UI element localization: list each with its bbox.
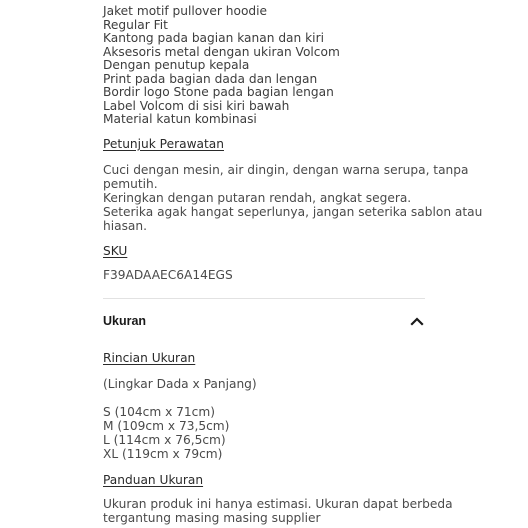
size-details-heading: Rincian Ukuran <box>103 351 196 365</box>
size-guide-line: tergantung masing masing supplier <box>103 511 321 525</box>
care-line: pemutih. <box>103 177 158 191</box>
care-line: Keringkan dengan putaran rendah, angkat segera. <box>103 191 412 205</box>
measure-note: (Lingkar Dada x Panjang) <box>103 377 257 391</box>
care-line: Cuci dengan mesin, air dingin, dengan warna serupa, tanpa <box>103 163 469 177</box>
size-row: XL (119cm x 79cm) <box>103 447 223 461</box>
size-row: M (109cm x 73,5cm) <box>103 419 230 433</box>
sku-value: F39ADAAEC6A14EGS <box>103 268 233 282</box>
size-row: S (104cm x 71cm) <box>103 405 215 419</box>
care-line: hiasan. <box>103 219 147 233</box>
sku-heading: SKU <box>103 244 128 258</box>
feature-item: Dengan penutup kepala <box>103 58 250 72</box>
feature-item: Print pada bagian dada dan lengan <box>103 72 318 86</box>
chevron-up-icon[interactable] <box>410 314 424 328</box>
feature-item: Aksesoris metal dengan ukiran Volcom <box>103 45 340 59</box>
section-divider <box>103 298 425 299</box>
size-section-title: Ukuran <box>103 314 147 328</box>
feature-item: Kantong pada bagian kanan dan kiri <box>103 31 324 45</box>
size-guide-line: Ukuran produk ini hanya estimasi. Ukuran dapat berbeda <box>103 497 453 511</box>
feature-item: Label Volcom di sisi kiri bawah <box>103 99 290 113</box>
size-guide-heading: Panduan Ukuran <box>103 473 204 487</box>
feature-item: Jaket motif pullover hoodie <box>103 4 268 18</box>
size-accordion-toggle[interactable] <box>103 311 425 331</box>
size-row: L (114cm x 76,5cm) <box>103 433 226 447</box>
feature-item: Material katun kombinasi <box>103 112 257 126</box>
feature-item: Bordir logo Stone pada bagian lengan <box>103 85 334 99</box>
care-line: Seterika agak hangat seperlunya, jangan seterika sablon atau <box>103 205 483 219</box>
feature-item: Regular Fit <box>103 18 168 32</box>
care-instructions-heading: Petunjuk Perawatan <box>103 137 224 151</box>
